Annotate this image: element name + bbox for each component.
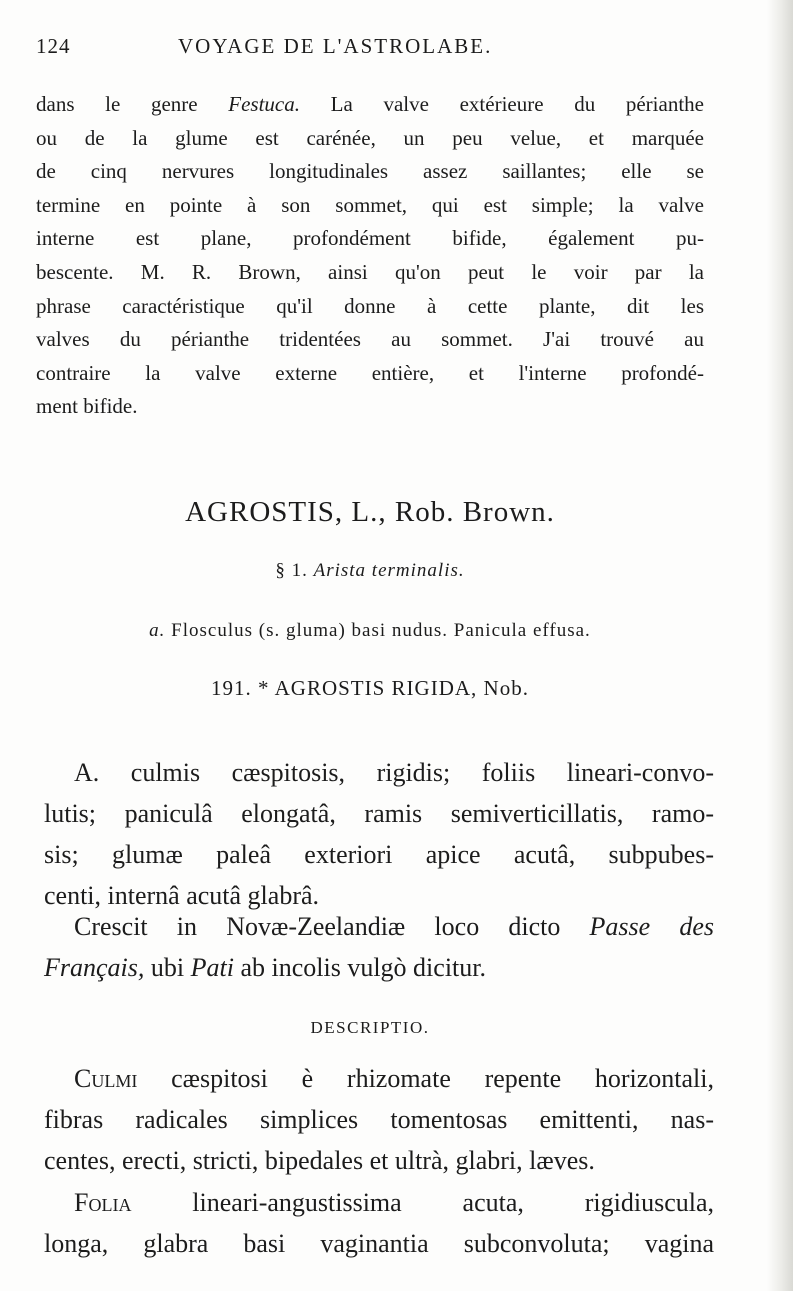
running-head xyxy=(36,34,736,64)
text-line: interne est plane, profondément bifide, également pu- xyxy=(36,226,704,251)
folia-paragraph xyxy=(44,1182,714,1264)
text-line: centes, erecti, stricti, bipedales et ultrà, glabri, læves. xyxy=(44,1146,595,1175)
text-line: centi, internâ acutâ glabrâ. xyxy=(44,881,320,910)
subsection-title: Flosculus (s. gluma) basi nudus. Panicula effusa. xyxy=(171,620,591,641)
italic-vernacular-name: Pati xyxy=(190,953,234,982)
subsection-heading xyxy=(0,620,740,642)
text-line: phrase caractéristique qu'il donne à cette plante, dit les xyxy=(36,293,704,318)
italic-place-name: Français, xyxy=(44,953,145,982)
page-number: 124 xyxy=(36,34,71,58)
italic-place-name: Passe des xyxy=(589,912,714,941)
culmi-paragraph xyxy=(44,1058,714,1181)
text-line: valves du périanthe tridentées au sommet. J'ai trouvé au xyxy=(36,327,704,352)
section-heading xyxy=(0,560,740,582)
text-line: bescente. M. R. Brown, ainsi qu'on peut le voir par la xyxy=(36,259,704,284)
subsection-mark: a. xyxy=(149,620,166,641)
species-diagnosis xyxy=(44,752,714,916)
description-heading: DESCRIPTIO. xyxy=(310,1018,430,1037)
text-line: Folia lineari-angustissima acuta, rigidiuscula, xyxy=(74,1188,714,1217)
text-line: fibras radicales simplices tomentosas emittenti, nas- xyxy=(44,1105,714,1134)
section-title: Arista terminalis. xyxy=(313,560,465,581)
text-line: A. culmis cæspitosis, rigidis; foliis lineari-convo- xyxy=(74,758,714,787)
genus-heading: AGROSTIS, L., Rob. Brown. xyxy=(185,496,555,528)
text-line: de cinq nervures longitudinales assez saillantes; elle se xyxy=(36,159,704,184)
text-line: Français, ubi Pati ab incolis vulgò dicitur. xyxy=(44,953,486,982)
habitat-paragraph xyxy=(44,906,714,988)
text-line: contraire la valve externe entière, et l'interne profondé- xyxy=(36,360,704,385)
page-edge-shadow xyxy=(767,0,793,1291)
text-line: termine en pointe à son sommet, qui est simple; la valve xyxy=(36,192,704,217)
text-line: Culmi cæspitosi è rhizomate repente horizontali, xyxy=(74,1064,714,1093)
running-title: VOYAGE DE L'ASTROLABE. xyxy=(178,34,493,58)
text-line: ou de la glume est carénée, un peu velue, et marquée xyxy=(36,125,704,150)
text-line: dans le genre Festuca. La valve extérieure du périanthe xyxy=(36,92,704,116)
text-line: lutis; paniculâ elongatâ, ramis semiverticillatis, ramo- xyxy=(44,799,714,828)
text-line: Crescit in Novæ-Zeelandiæ loco dicto Passe des xyxy=(74,912,714,941)
text-line: longa, glabra basi vaginantia subconvoluta; vagina xyxy=(44,1229,714,1258)
text-line: ment bifide. xyxy=(36,394,138,419)
folia-term: Folia xyxy=(74,1188,132,1217)
intro-paragraph xyxy=(36,88,704,424)
italic-genus-name: Festuca. xyxy=(228,92,300,116)
section-mark: § 1. xyxy=(275,560,308,581)
species-heading: 191. * AGROSTIS RIGIDA, Nob. xyxy=(211,676,529,700)
text-line: sis; glumæ paleâ exteriori apice acutâ, subpubes- xyxy=(44,840,714,869)
culmi-term: Culmi xyxy=(74,1064,138,1093)
